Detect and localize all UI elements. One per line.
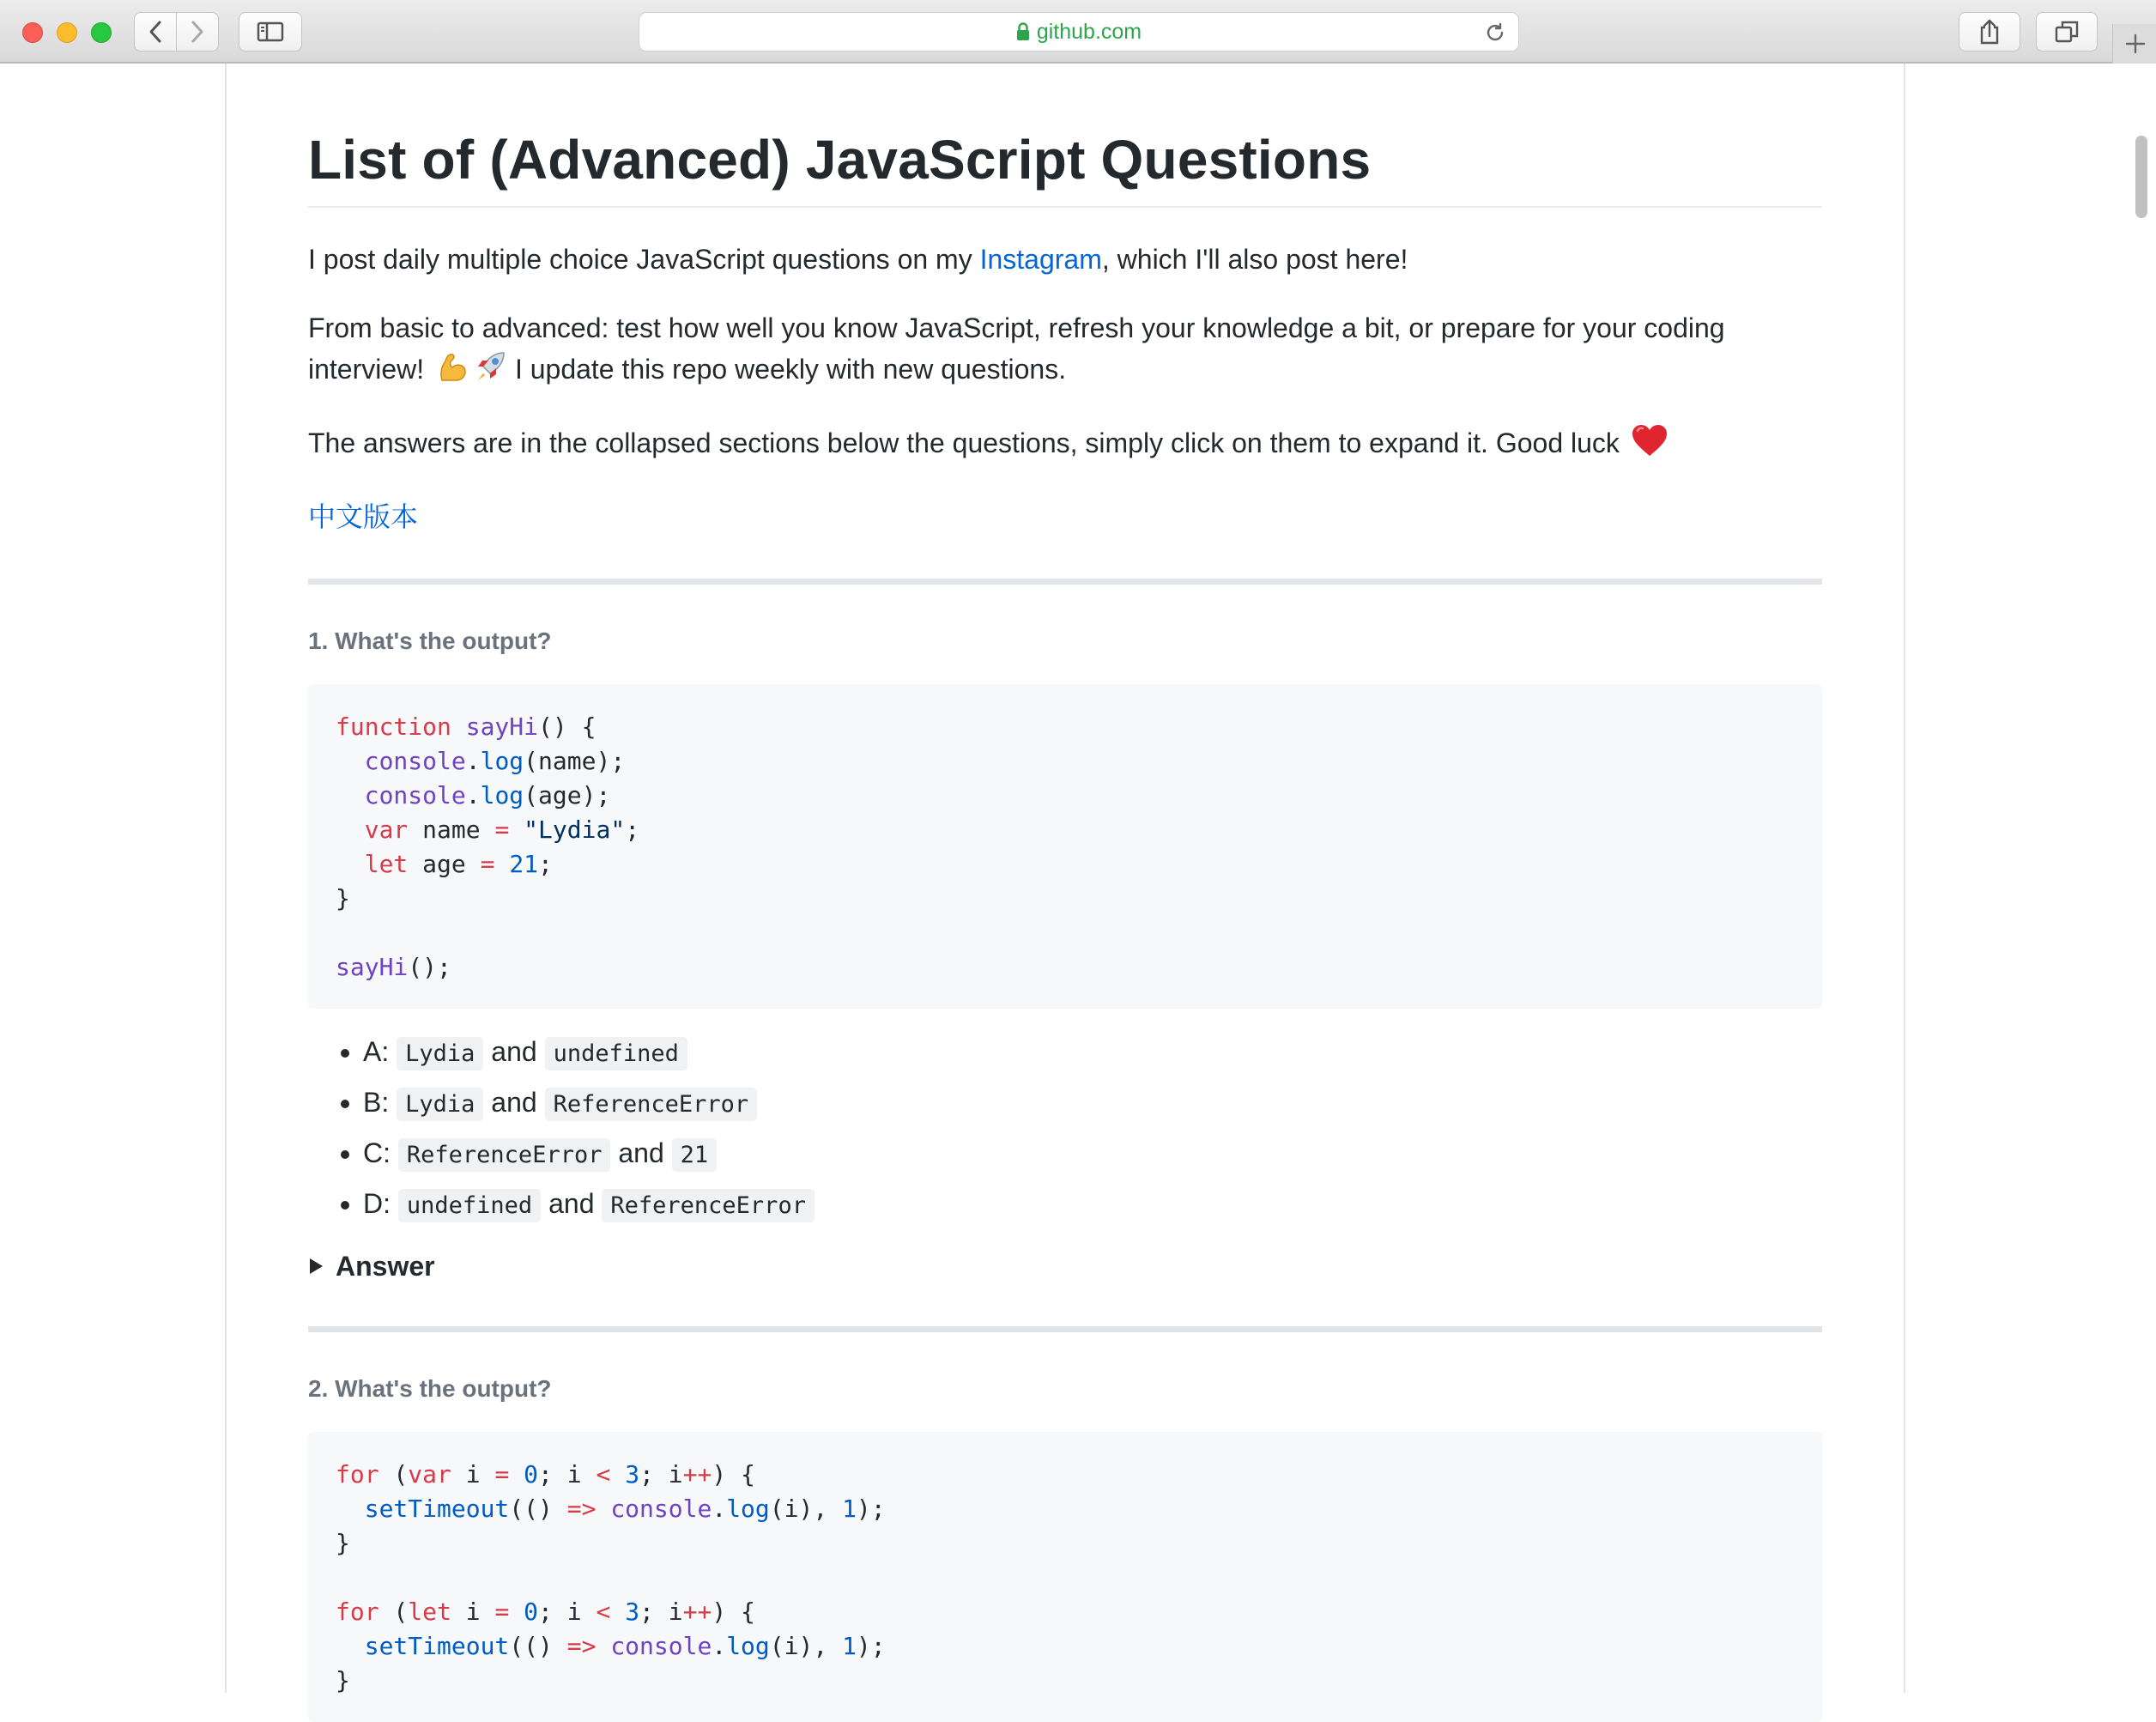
sidebar-icon — [257, 21, 284, 42]
question-1-options — [308, 1028, 1822, 1230]
question-1-code-block: function sayHi() { console.log(name); console.log(age); var name = "Lydia"; let age = 21; } sayHi(); — [308, 684, 1822, 1009]
new-tab-button[interactable] — [2112, 24, 2156, 64]
chinese-version-link[interactable]: 中文版本 — [308, 501, 419, 532]
tabs-icon — [2055, 21, 2079, 43]
option-c: • C: ReferenceError and 21 — [363, 1129, 1822, 1179]
address-bar[interactable] — [639, 12, 1519, 52]
lock-icon — [1016, 22, 1030, 41]
page-title: List of (Advanced) JavaScript Questions — [308, 64, 1822, 208]
question-1-title: 1. What's the output? — [308, 628, 552, 654]
close-window-button[interactable] — [22, 22, 43, 43]
url-text: github.com — [1036, 19, 1142, 44]
address-display — [639, 13, 1518, 51]
instagram-link[interactable]: Instagram — [979, 244, 1102, 275]
option-d: • D: undefined and ReferenceError — [363, 1179, 1822, 1230]
chinese-version-paragraph — [308, 496, 1822, 537]
readme-article — [308, 64, 1822, 1722]
back-icon — [147, 20, 164, 44]
rocket-icon — [473, 349, 507, 395]
sidebar-toggle-button[interactable] — [239, 12, 302, 52]
question-2-code-block: for (var i = 0; i < 3; i++) { setTimeout(() => console.log(i), 1); } for (let i = 0; i < 3; i++) { setTimeout(() => console.log(i), 1); } — [308, 1432, 1822, 1722]
share-button[interactable] — [1959, 12, 2020, 52]
divider — [308, 579, 1822, 585]
page-border-left — [225, 64, 227, 1693]
intro-paragraph: I post daily multiple choice JavaScript questions on my Instagram, which I'll also post here! — [308, 244, 1408, 275]
share-icon — [1978, 19, 2001, 45]
description-paragraph: From basic to advanced: test how well you know JavaScript, refresh your knowledge a bit, or prepare for your coding interview! I update this repo weekly with new questions. — [308, 307, 1822, 395]
page-border-right — [1904, 64, 1905, 1693]
new-tab-icon — [2124, 33, 2147, 55]
minimize-window-button[interactable] — [57, 22, 77, 43]
back-button[interactable] — [134, 12, 177, 52]
divider — [308, 1326, 1822, 1332]
flexed-biceps-icon — [435, 349, 469, 395]
instructions-paragraph: The answers are in the collapsed sections below the questions, simply click on them to expand it. Good luck — [308, 422, 1822, 469]
browser-toolbar — [0, 0, 2156, 64]
option-b: • B: Lydia and ReferenceError — [363, 1078, 1822, 1129]
forward-button[interactable] — [176, 12, 219, 52]
reload-icon[interactable] — [1484, 21, 1506, 44]
red-heart-icon — [1631, 423, 1668, 469]
scrollbar-thumb[interactable] — [2135, 136, 2147, 218]
show-tabs-button[interactable] — [2036, 12, 2098, 52]
zoom-window-button[interactable] — [91, 22, 112, 43]
question-2-title: 2. What's the output? — [308, 1375, 552, 1402]
option-a: • A: Lydia and undefined — [363, 1028, 1822, 1078]
disclosure-triangle-icon — [308, 1258, 324, 1275]
question-1-answer-toggle[interactable]: Answer — [308, 1246, 1822, 1287]
forward-icon — [189, 20, 206, 44]
